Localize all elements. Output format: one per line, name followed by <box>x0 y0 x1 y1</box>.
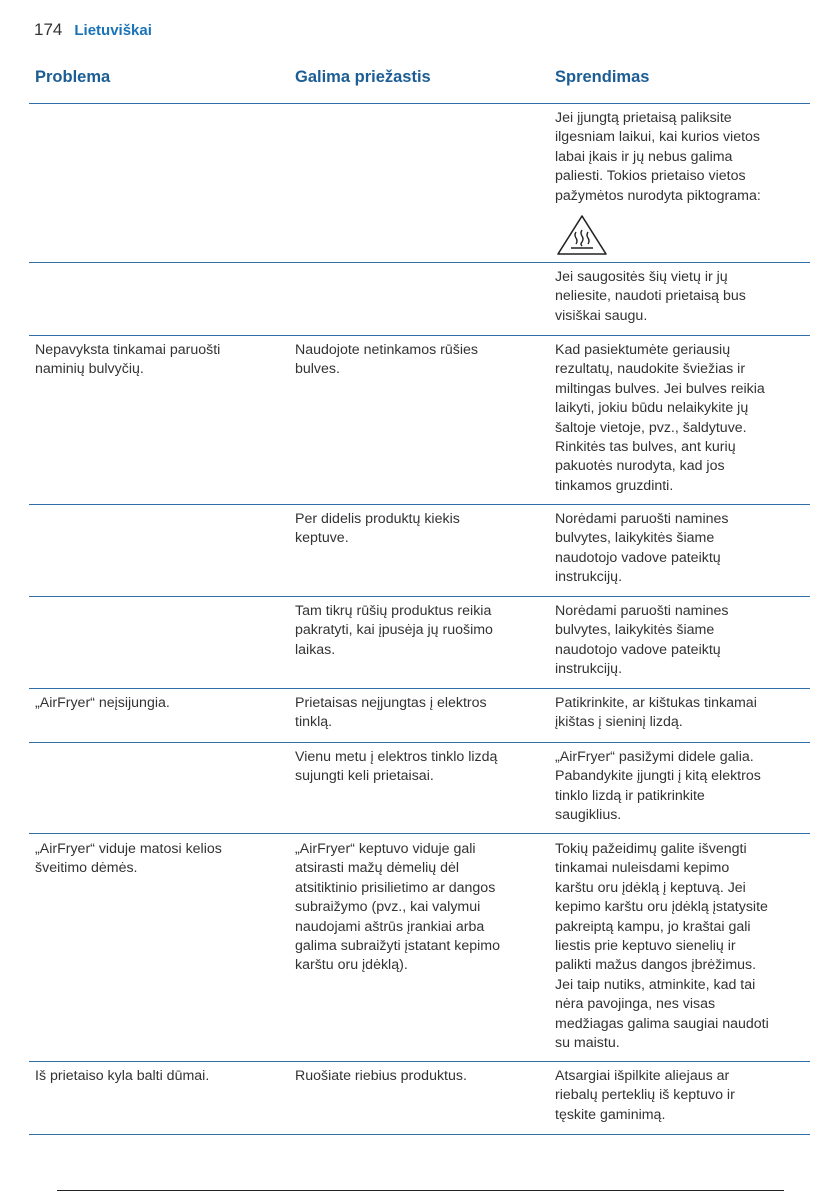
table-cell-problem: „AirFryer“ viduje matosi kelios šveitimo dėmės. <box>35 841 222 877</box>
table-cell-cause: Ruošiate riebius produktus. <box>295 1068 467 1084</box>
table-cell-solution: Tokių pažeidimų galite išvengti tinkamai nuleisdami kepimo karštu oru įdėklą į keptuvą. Jei kepimo karštu oru įdėklą įstatysite pakreiptą kampu, jo kraštai gali liestis prie keptuvo sienelių ir palikti mažus dangos įbrėžimus. Jei taip nutiks, atminkite, kad tai nėra pavojinga, nes visas medžiagas galima saugiai naudoti su maistu. <box>555 841 769 1052</box>
table-rule <box>29 688 810 689</box>
table-cell-solution: Atsargiai išpilkite aliejaus ar riebalų perteklių iš keptuvo ir tęskite gaminimą. <box>555 1068 735 1123</box>
language-label: Lietuviškai <box>74 22 152 39</box>
page-number: 174 <box>34 20 63 39</box>
column-header-solution: Sprendimas <box>555 68 650 86</box>
table-rule <box>29 742 810 743</box>
table-rule <box>29 504 810 505</box>
table-rule <box>29 335 810 336</box>
table-cell-solution: „AirFryer“ pasižymi didele galia. Pabandykite įjungti į kitą elektros tinklo lizdą ir patikrinkite saugiklius. <box>555 749 761 824</box>
table-cell-cause: Vienu metu į elektros tinklo lizdą sujungti keli prietaisai. <box>295 749 498 785</box>
table-cell-solution: Jei saugositės šių vietų ir jų neliesite, naudoti prietaisą bus visiškai saugu. <box>555 269 746 324</box>
table-cell-solution: Norėdami paruošti namines bulvytes, laikykitės šiame naudotojo vadove pateiktų instrukcijų. <box>555 511 729 586</box>
hot-surface-warning-icon <box>556 214 608 256</box>
table-cell-problem: „AirFryer“ neįsijungia. <box>35 695 170 711</box>
table-cell-cause: Tam tikrų rūšių produktus reikia pakratyti, kai įpusėja jų ruošimo laikas. <box>295 603 493 658</box>
table-rule <box>29 596 810 597</box>
table-rule <box>29 262 810 263</box>
table-cell-cause: Per didelis produktų kiekis keptuve. <box>295 511 460 547</box>
table-cell-problem: Nepavyksta tinkamai paruošti naminių bulvyčių. <box>35 342 221 378</box>
table-cell-cause: Naudojote netinkamos rūšies bulves. <box>295 342 478 378</box>
table-rule <box>29 103 810 104</box>
table-rule <box>29 833 810 834</box>
table-cell-solution: Kad pasiektumėte geriausių rezultatų, naudokite šviežias ir miltingas bulves. Jei bulves reikia laikyti, jokiu būdu nelaikykite jų šaltoje vietoje, pvz., šaldytuve. Rinkitės tas bulves, ant kurių pakuotės nurodyta, kad jos tinkamos gruzdinti. <box>555 342 765 494</box>
table-cell-problem: Iš prietaiso kyla balti dūmai. <box>35 1068 210 1084</box>
table-cell-cause: „AirFryer“ keptuvo viduje gali atsirasti mažų dėmelių dėl atsitiktinio prisilietimo ar dangos subraižymo (pvz., kai valymui naudojami aštrūs įrankiai arba galima subraižyti įstatant kepimo karštu oru įdėklą). <box>295 841 501 974</box>
table-cell-cause: Prietaisas neįjungtas į elektros tinklą. <box>295 695 487 731</box>
table-cell-solution: Norėdami paruošti namines bulvytes, laikykitės šiame naudotojo vadove pateiktų instrukcijų. <box>555 603 729 678</box>
table-cell-solution: Patikrinkite, ar kištukas tinkamai įkištas į sieninį lizdą. <box>555 695 757 731</box>
page-header <box>34 20 152 44</box>
column-header-cause: Galima priežastis <box>295 68 431 86</box>
table-rule <box>29 1134 810 1135</box>
table-cell-solution: Jei įjungtą prietaisą paliksite ilgesniam laikui, kai kurios vietos labai įkais ir jų nebus galima paliesti. Tokios prietaiso vietos pažymėtos nurodyta piktograma: <box>555 110 761 204</box>
column-header-problem: Problema <box>35 68 111 86</box>
table-rule <box>29 1061 810 1062</box>
